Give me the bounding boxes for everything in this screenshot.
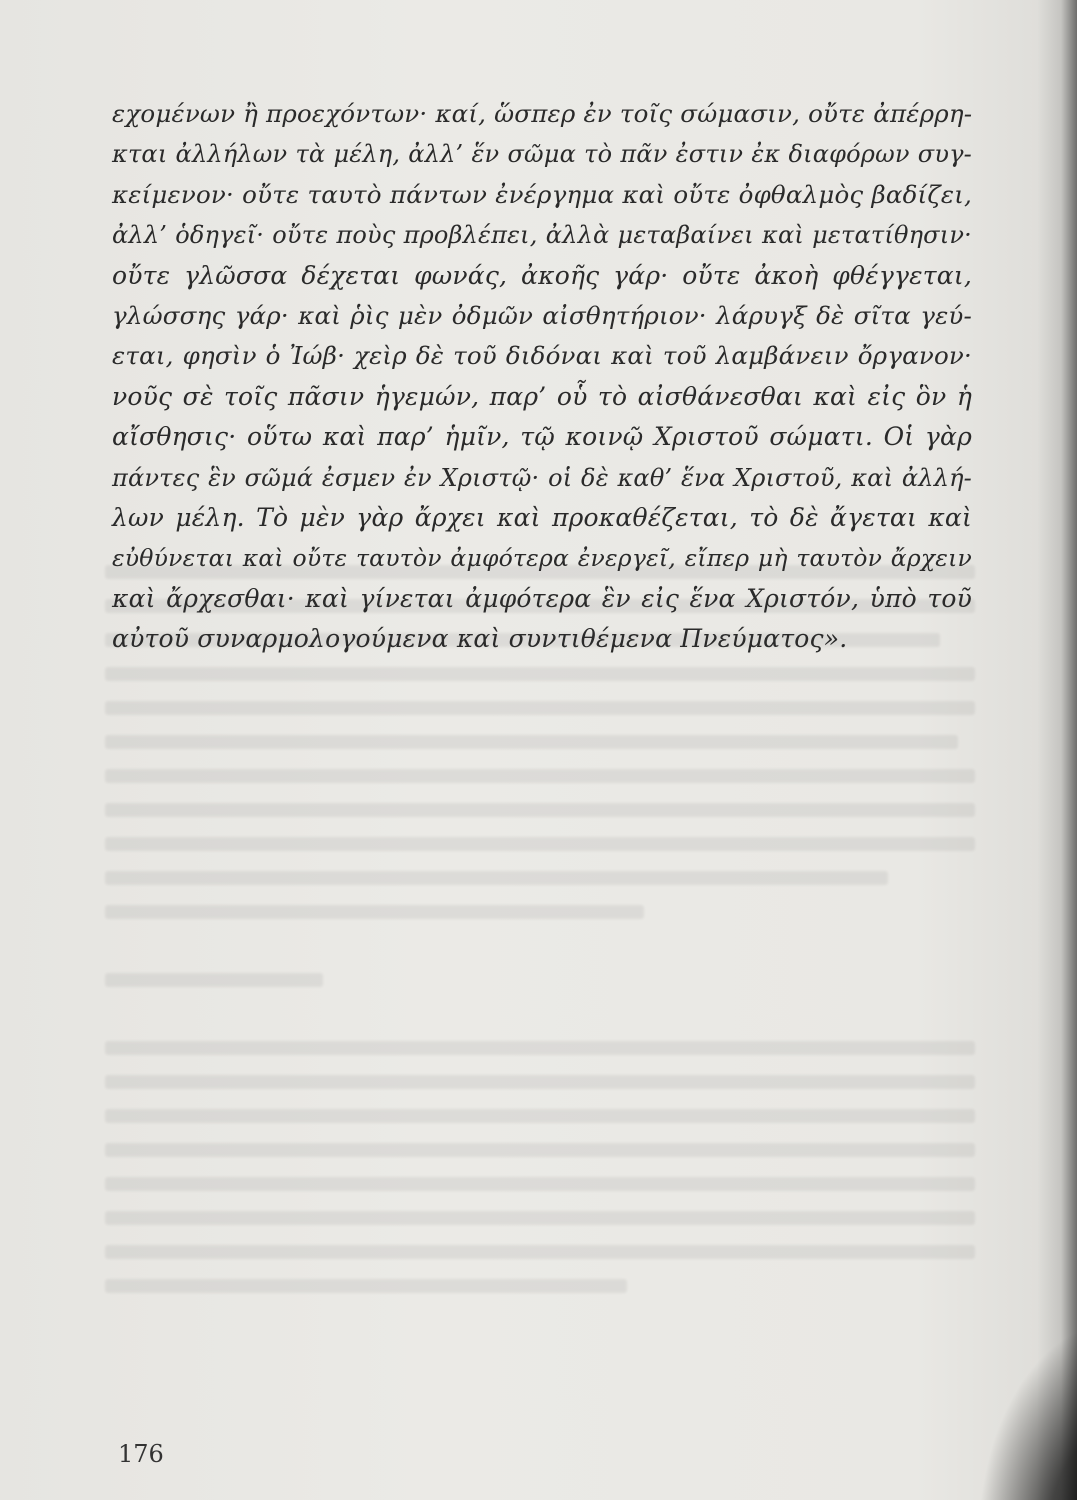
- text-line: εται, φησὶν ὁ Ἰώβ· χεὶρ δὲ τοῦ διδόναι καὶ τοῦ λαμβάνειν ὄργανον·: [112, 341, 972, 371]
- text-line: εχομένων ἢ προεχόντων· καί, ὥσπερ ἐν τοῖς σώμασιν, οὔτε ἀπέρρη-: [112, 99, 973, 128]
- text-line: εὐθύνεται καὶ οὔτε ταυτὸν ἀμφότερα ἐνεργεῖ, εἴπερ μὴ ταυτὸν ἄρχειν: [112, 544, 972, 573]
- page-corner-shadow: [977, 1320, 1077, 1500]
- text-line: πάντες ἓν σῶμά ἐσμεν ἐν Χριστῷ· οἱ δὲ καθ’ ἕνα Χριστοῦ, καὶ ἀλλή-: [112, 463, 972, 492]
- text-line: λων μέλη. Τὸ μὲν γὰρ ἄρχει καὶ προκαθέζεται, τὸ δὲ ἄγεται καὶ: [112, 503, 972, 533]
- text-line: αἴσθησις· οὕτω καὶ παρ’ ἡμῖν, τῷ κοινῷ Χριστοῦ σώματι. Οἱ γὰρ: [112, 422, 972, 452]
- text-line: κται ἀλλήλων τὰ μέλη, ἀλλ’ ἕν σῶμα τὸ πᾶν ἐστιν ἐκ διαφόρων συγ-: [112, 140, 972, 169]
- page-edge-shadow: [1037, 0, 1077, 1500]
- text-line: νοῦς σὲ τοῖς πᾶσιν ἡγεμών, παρ’ οὗ τὸ αἰσθάνεσθαι καὶ εἰς ὃν ἡ: [112, 381, 972, 411]
- text-line: γλώσσης γάρ· καὶ ῥὶς μὲν ὀδμῶν αἰσθητήριον· λάρυγξ δὲ σῖτα γεύ-: [112, 301, 972, 331]
- text-line: κείμενον· οὔτε ταυτὸ πάντων ἐνέργημα καὶ οὔτε ὀφθαλμὸς βαδίζει,: [112, 179, 972, 209]
- text-line: οὔτε γλῶσσα δέχεται φωνάς, ἀκοῆς γάρ· οὔτε ἀκοὴ φθέγγεται,: [112, 260, 972, 290]
- text-line: αὐτοῦ συναρμολογούμενα καὶ συντιθέμενα Πνεύματος».: [112, 624, 848, 654]
- page-number: 176: [118, 1440, 164, 1468]
- text-line: ἀλλ’ ὁδηγεῖ· οὔτε ποὺς προβλέπει, ἀλλὰ μεταβαίνει καὶ μετατίθησιν·: [112, 221, 972, 250]
- text-line: καὶ ἄρχεσθαι· καὶ γίνεται ἀμφότερα ἓν εἰς ἕνα Χριστόν, ὑπὸ τοῦ: [112, 583, 972, 613]
- show-through-text: [105, 565, 975, 1425]
- greek-quotation-text: [112, 94, 972, 660]
